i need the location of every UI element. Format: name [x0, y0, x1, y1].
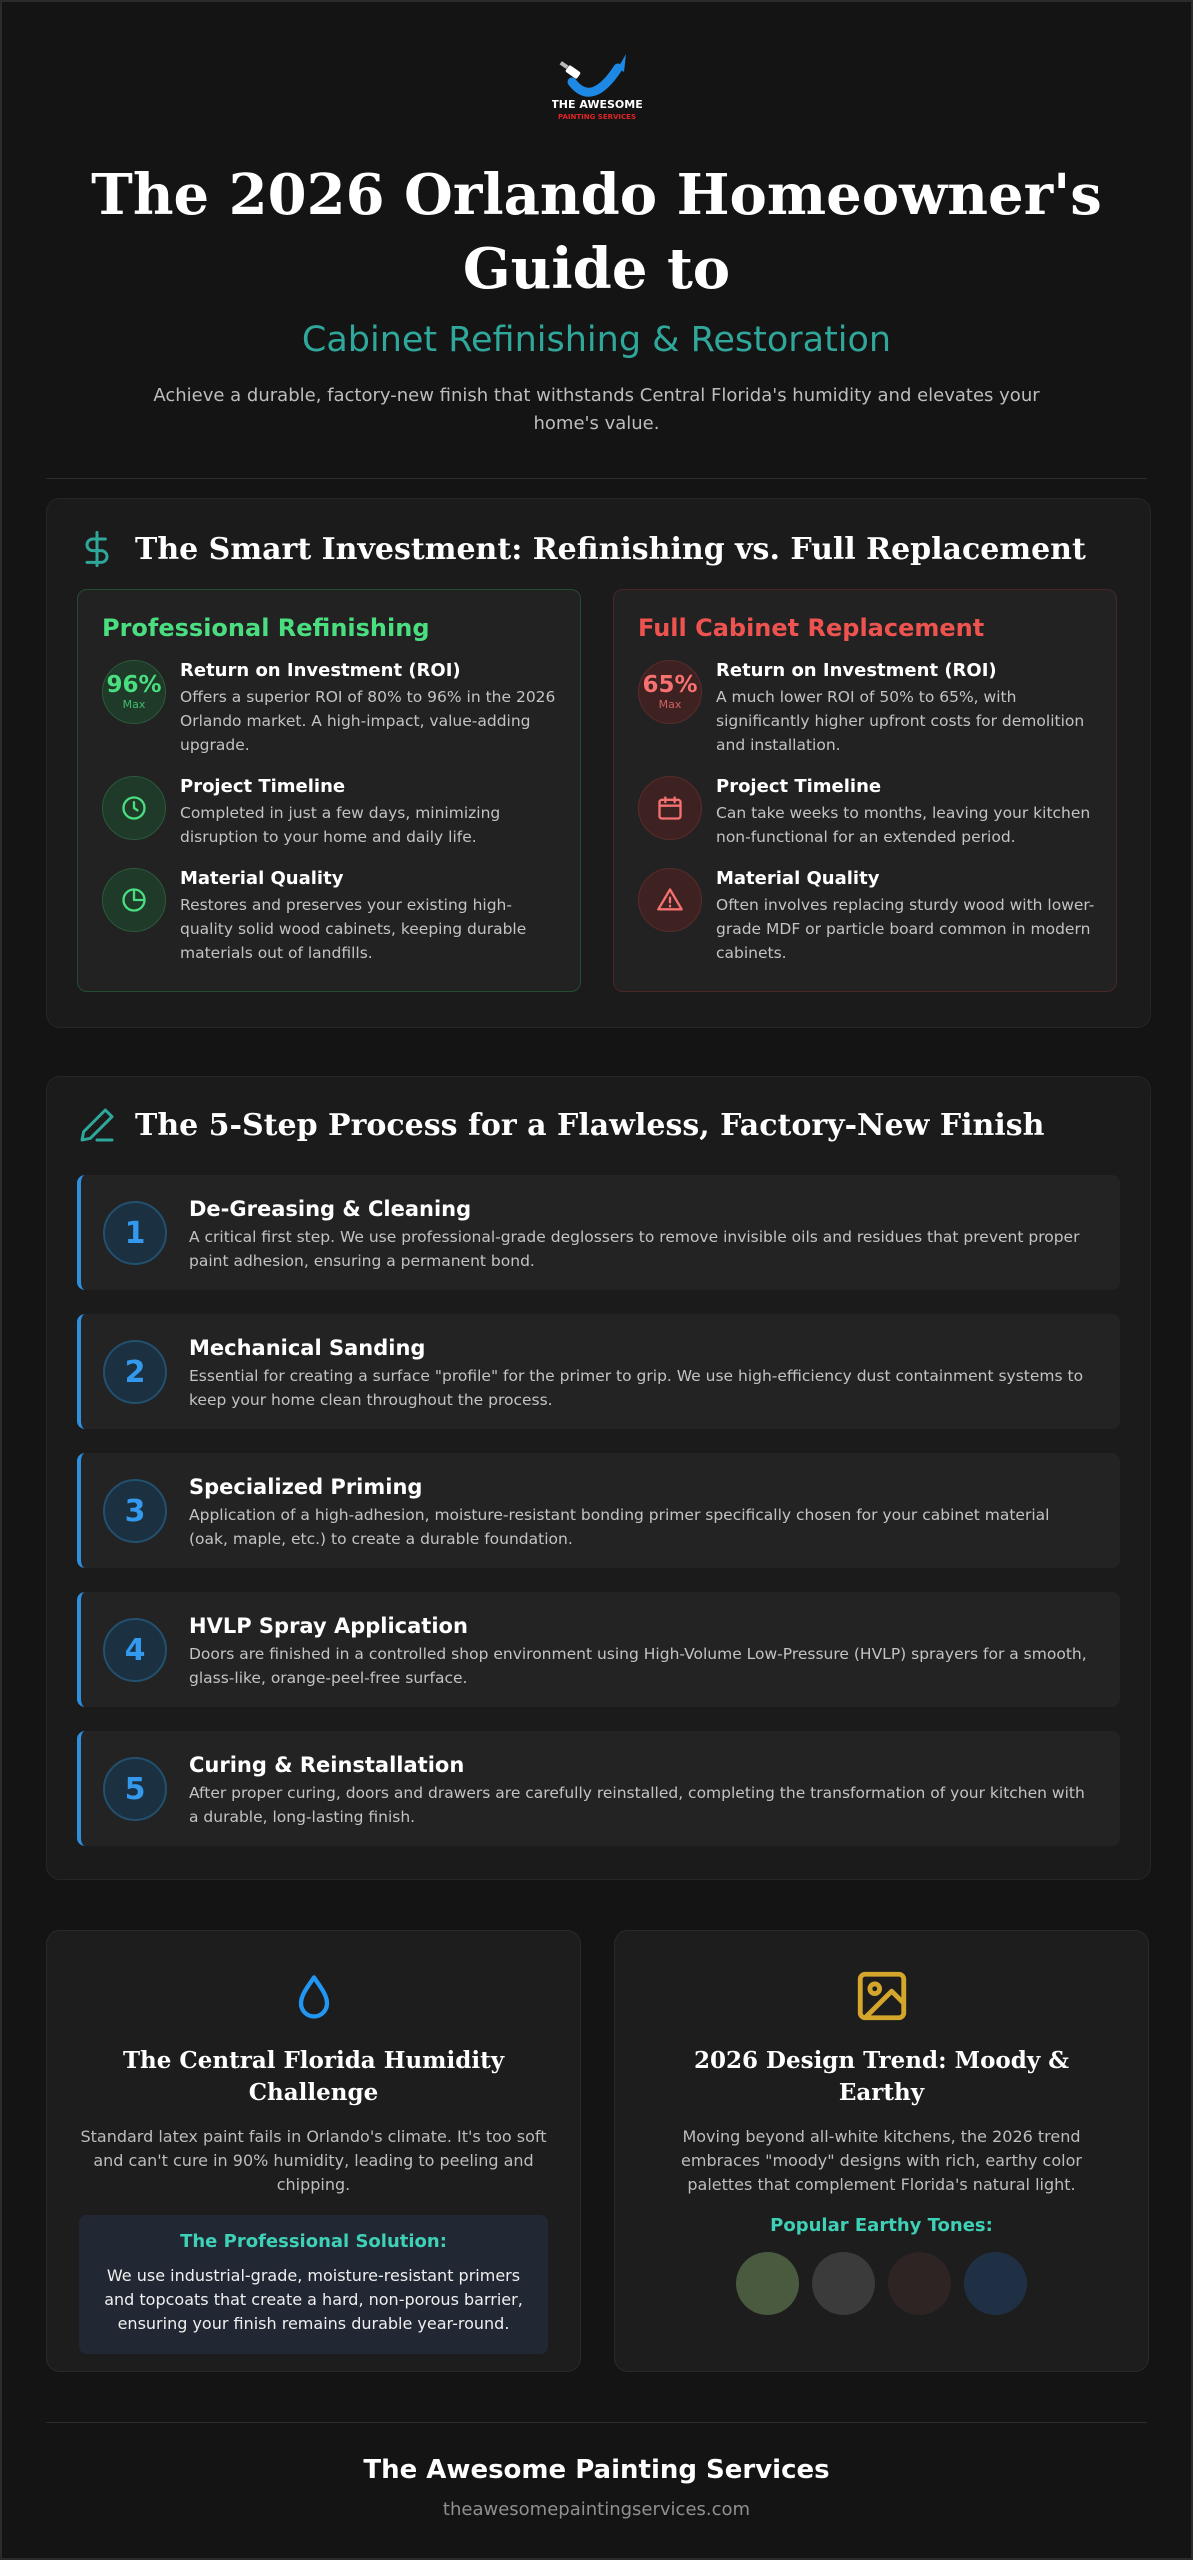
refinishing-timeline-row: [102, 776, 562, 849]
footer-divider: [46, 2422, 1147, 2423]
step-title: Curing & Reinstallation: [189, 1753, 465, 1777]
page-title: The 2026 Orlando Homeowner's Guide to: [91, 162, 1102, 302]
step-title: HVLP Spray Application: [189, 1614, 468, 1638]
footer-company-name: The Awesome Painting Services: [363, 2455, 830, 2485]
step-title: De-Greasing & Cleaning: [189, 1197, 472, 1221]
roi-max-label: Max: [658, 698, 682, 711]
color-swatch-charcoal: [812, 2252, 875, 2315]
tones-title: Popular Earthy Tones:: [770, 2215, 993, 2236]
step-desc: After proper curing, doors and drawers are carefully reinstalled, completing the transformation of your kitchen with a durable, long-lasting finish.: [189, 1784, 1085, 1826]
investment-section: [46, 498, 1151, 1028]
solution-title: The Professional Solution:: [180, 2231, 447, 2252]
water-drop-icon: [288, 1969, 340, 2027]
color-swatch-olive: [736, 2252, 799, 2315]
page-subtitle: Cabinet Refinishing & Restoration: [301, 320, 892, 360]
step-number: 5: [103, 1757, 167, 1821]
step-number: 4: [103, 1618, 167, 1682]
step-title: Mechanical Sanding: [189, 1336, 426, 1360]
refinishing-roi-row: [102, 660, 562, 757]
step-number: 3: [103, 1479, 167, 1543]
quality-title: Material Quality: [716, 868, 880, 889]
header: [2, 2, 1191, 479]
solution-desc: We use industrial-grade, moisture-resistant primers and topcoats that create a hard, non-porous barrier, ensuring your finish remains durable year-round.: [104, 2266, 523, 2333]
roi-value: 65%: [642, 672, 698, 698]
timeline-title: Project Timeline: [180, 776, 346, 797]
refinishing-heading: Professional Refinishing: [102, 614, 430, 642]
investment-title: The Smart Investment: Refinishing vs. Full Replacement: [135, 531, 1086, 567]
trend-title: 2026 Design Trend: Moody & Earthy: [694, 2047, 1069, 2106]
logo-line2: PAINTING SERVICES: [557, 113, 636, 121]
company-logo: [552, 46, 642, 132]
quality-desc: Often involves replacing sturdy wood with lower-grade MDF or particle board common in modern cabinets.: [716, 896, 1095, 962]
logo-line1: THE AWESOME: [551, 98, 642, 111]
timeline-desc: Completed in just a few days, minimizing disruption to your home and daily life.: [180, 804, 501, 846]
step-number: 1: [103, 1201, 167, 1265]
timeline-title: Project Timeline: [716, 776, 882, 797]
replacement-heading: Full Cabinet Replacement: [638, 614, 985, 642]
process-title-row: [77, 1105, 1044, 1145]
roi-title: Return on Investment (ROI): [716, 660, 997, 681]
process-section: [46, 1076, 1151, 1880]
humidity-card: [46, 1930, 581, 2372]
clock-icon: [102, 776, 166, 840]
color-swatch-navy: [964, 2252, 1027, 2315]
process-title: The 5-Step Process for a Flawless, Factory-New Finish: [135, 1107, 1045, 1143]
process-step: [77, 1314, 1120, 1429]
timeline-desc: Can take weeks to months, leaving your kitchen non-functional for an extended period.: [716, 804, 1091, 846]
roi-badge: [102, 660, 166, 724]
calendar-icon: [638, 776, 702, 840]
replacement-roi-row: [638, 660, 1098, 757]
process-step: [77, 1592, 1120, 1707]
investment-title-row: [77, 529, 1086, 569]
pie-chart-icon: [102, 868, 166, 932]
trend-desc: Moving beyond all-white kitchens, the 2026 trend embraces "moody" designs with rich, earthy color palettes that complement Florida's natural light.: [681, 2127, 1082, 2194]
pen-icon: [77, 1105, 117, 1145]
color-swatch-brown: [888, 2252, 951, 2315]
trend-card: [614, 1930, 1149, 2372]
swatch-row: [615, 2252, 1148, 2315]
step-desc: Doors are finished in a controlled shop environment using High-Volume Low-Pressure (HVLP) sprayers for a smooth, glass-like, orange-peel-free surface.: [189, 1645, 1087, 1687]
footer-url[interactable]: theawesomepaintingservices.com: [442, 2499, 751, 2520]
solution-box: [79, 2215, 548, 2354]
step-desc: A critical first step. We use professional-grade deglossers to remove invisible oils and residues that prevent proper paint adhesion, ensuring a permanent bond.: [189, 1228, 1080, 1270]
refinishing-column: [77, 589, 581, 992]
warning-icon: [638, 868, 702, 932]
roi-max-label: Max: [122, 698, 146, 711]
refinishing-quality-row: [102, 868, 562, 965]
page-lead: Achieve a durable, factory-new finish that withstands Central Florida's humidity and elevates your home's value.: [153, 385, 1040, 434]
step-title: Specialized Priming: [189, 1475, 423, 1499]
quality-desc: Restores and preserves your existing high-quality solid wood cabinets, keeping durable materials out of landfills.: [180, 896, 527, 962]
replacement-column: [613, 589, 1117, 992]
step-number: 2: [103, 1340, 167, 1404]
roi-value: 96%: [106, 672, 162, 698]
humidity-desc: Standard latex paint fails in Orlando's climate. It's too soft and can't cure in 90% humidity, leading to peeling and chipping.: [80, 2127, 547, 2194]
process-step: [77, 1731, 1120, 1846]
step-desc: Application of a high-adhesion, moisture-resistant bonding primer specifically chosen for your cabinet material (oak, maple, etc.) to create a durable foundation.: [189, 1506, 1050, 1548]
humidity-title: The Central Florida Humidity Challenge: [122, 2047, 505, 2106]
roi-desc: A much lower ROI of 50% to 65%, with significantly higher upfront costs for demolition and installation.: [716, 688, 1085, 754]
replacement-timeline-row: [638, 776, 1098, 849]
image-icon: [853, 1967, 911, 2025]
roi-title: Return on Investment (ROI): [180, 660, 461, 681]
divider: [46, 478, 1147, 479]
replacement-quality-row: [638, 868, 1098, 965]
process-step: [77, 1175, 1120, 1290]
roi-badge: [638, 660, 702, 724]
footer: [2, 2422, 1191, 2520]
quality-title: Material Quality: [180, 868, 344, 889]
roi-desc: Offers a superior ROI of 80% to 96% in the 2026 Orlando market. A high-impact, value-adding upgrade.: [180, 688, 556, 754]
process-step: [77, 1453, 1120, 1568]
dollar-icon: [77, 529, 117, 569]
step-desc: Essential for creating a surface "profile" for the primer to grip. We use high-efficiency dust containment systems to keep your home clean throughout the process.: [189, 1367, 1084, 1409]
